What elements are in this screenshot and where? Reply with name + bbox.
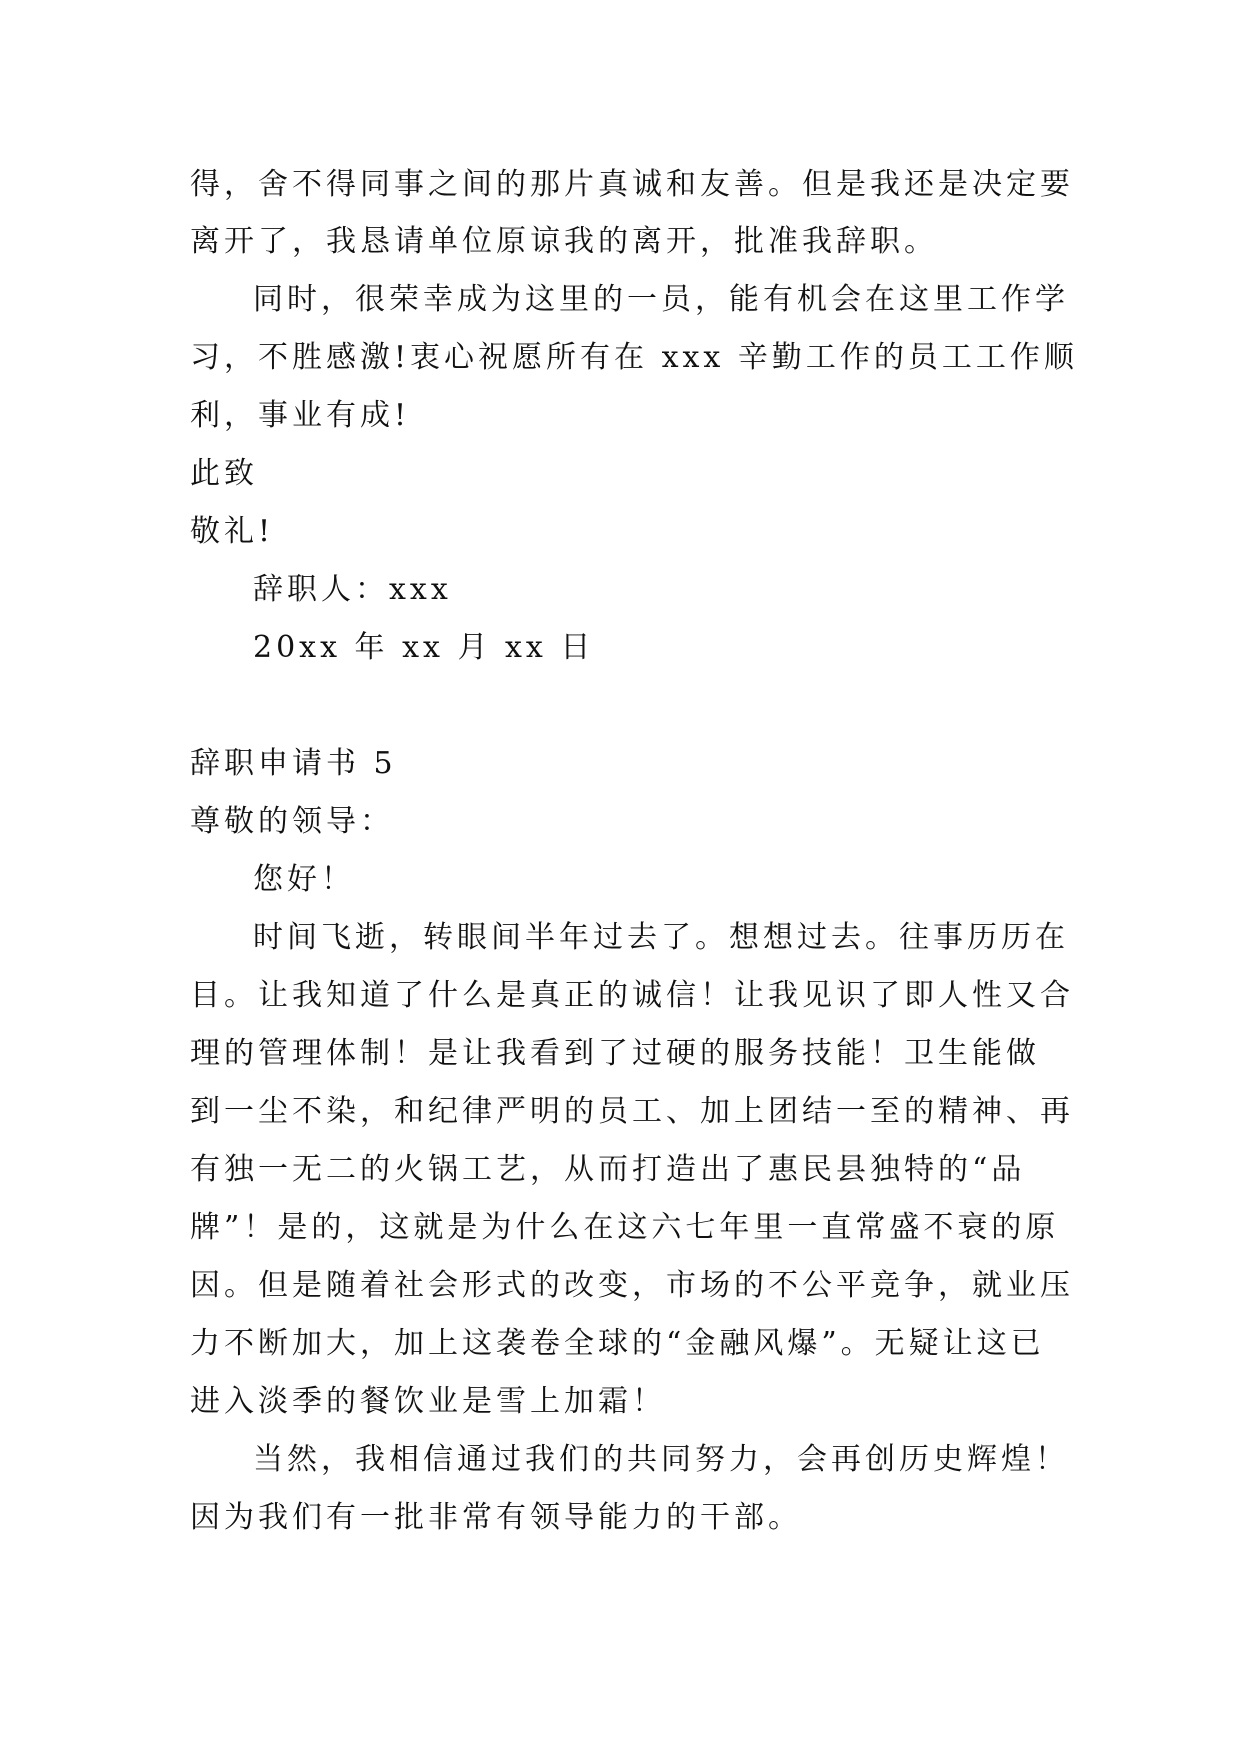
text-line: 得，舍不得同事之间的那片真诚和友善。但是我还是决定要 [190, 167, 1074, 202]
text-line: 当然，我相信通过我们的共同努力，会再创历史辉煌！ [253, 1442, 1069, 1477]
text-line: 利，事业有成! [190, 398, 411, 433]
text-line: 进入淡季的餐饮业是雪上加霜！ [190, 1384, 666, 1419]
signature: 辞职人：xxx [253, 572, 452, 607]
text-line: 因。但是随着社会形式的改变，市场的不公平竞争，就业压 [190, 1268, 1074, 1303]
text-line: 离开了，我恳请单位原谅我的离开，批准我辞职。 [190, 224, 938, 259]
text-line: 牌”！是的，这就是为什么在这六七年里一直常盛不衰的原 [190, 1210, 1060, 1245]
text-line: 习，不胜感激!衷心祝愿所有在 xxx 辛勤工作的员工工作顺 [190, 340, 1078, 375]
salutation: 尊敬的领导： [190, 804, 394, 839]
text-line: 目。让我知道了什么是真正的诚信！让我见识了即人性又合 [190, 978, 1074, 1013]
text-line: 同时，很荣幸成为这里的一员，能有机会在这里工作学 [253, 282, 1069, 317]
date: 20xx 年 xx 月 xx 日 [253, 630, 595, 665]
text-line: 有独一无二的火锅工艺，从而打造出了惠民县独特的“品 [190, 1152, 1026, 1187]
section-title: 辞职申请书 5 [190, 746, 397, 781]
text-line: 时间飞逝，转眼间半年过去了。想想过去。往事历历在 [253, 920, 1069, 955]
closing-line: 敬礼! [190, 514, 275, 549]
text-line: 力不断加大，加上这袭卷全球的“金融风爆”。无疑让这已 [190, 1326, 1045, 1361]
text-line: 理的管理体制！是让我看到了过硬的服务技能！卫生能做 [190, 1036, 1040, 1071]
text-line: 到一尘不染，和纪律严明的员工、加上团结一至的精神、再 [190, 1094, 1074, 1129]
closing-line: 此致 [190, 456, 258, 491]
text-line: 因为我们有一批非常有领导能力的干部。 [190, 1500, 802, 1535]
greeting: 您好！ [253, 862, 355, 897]
